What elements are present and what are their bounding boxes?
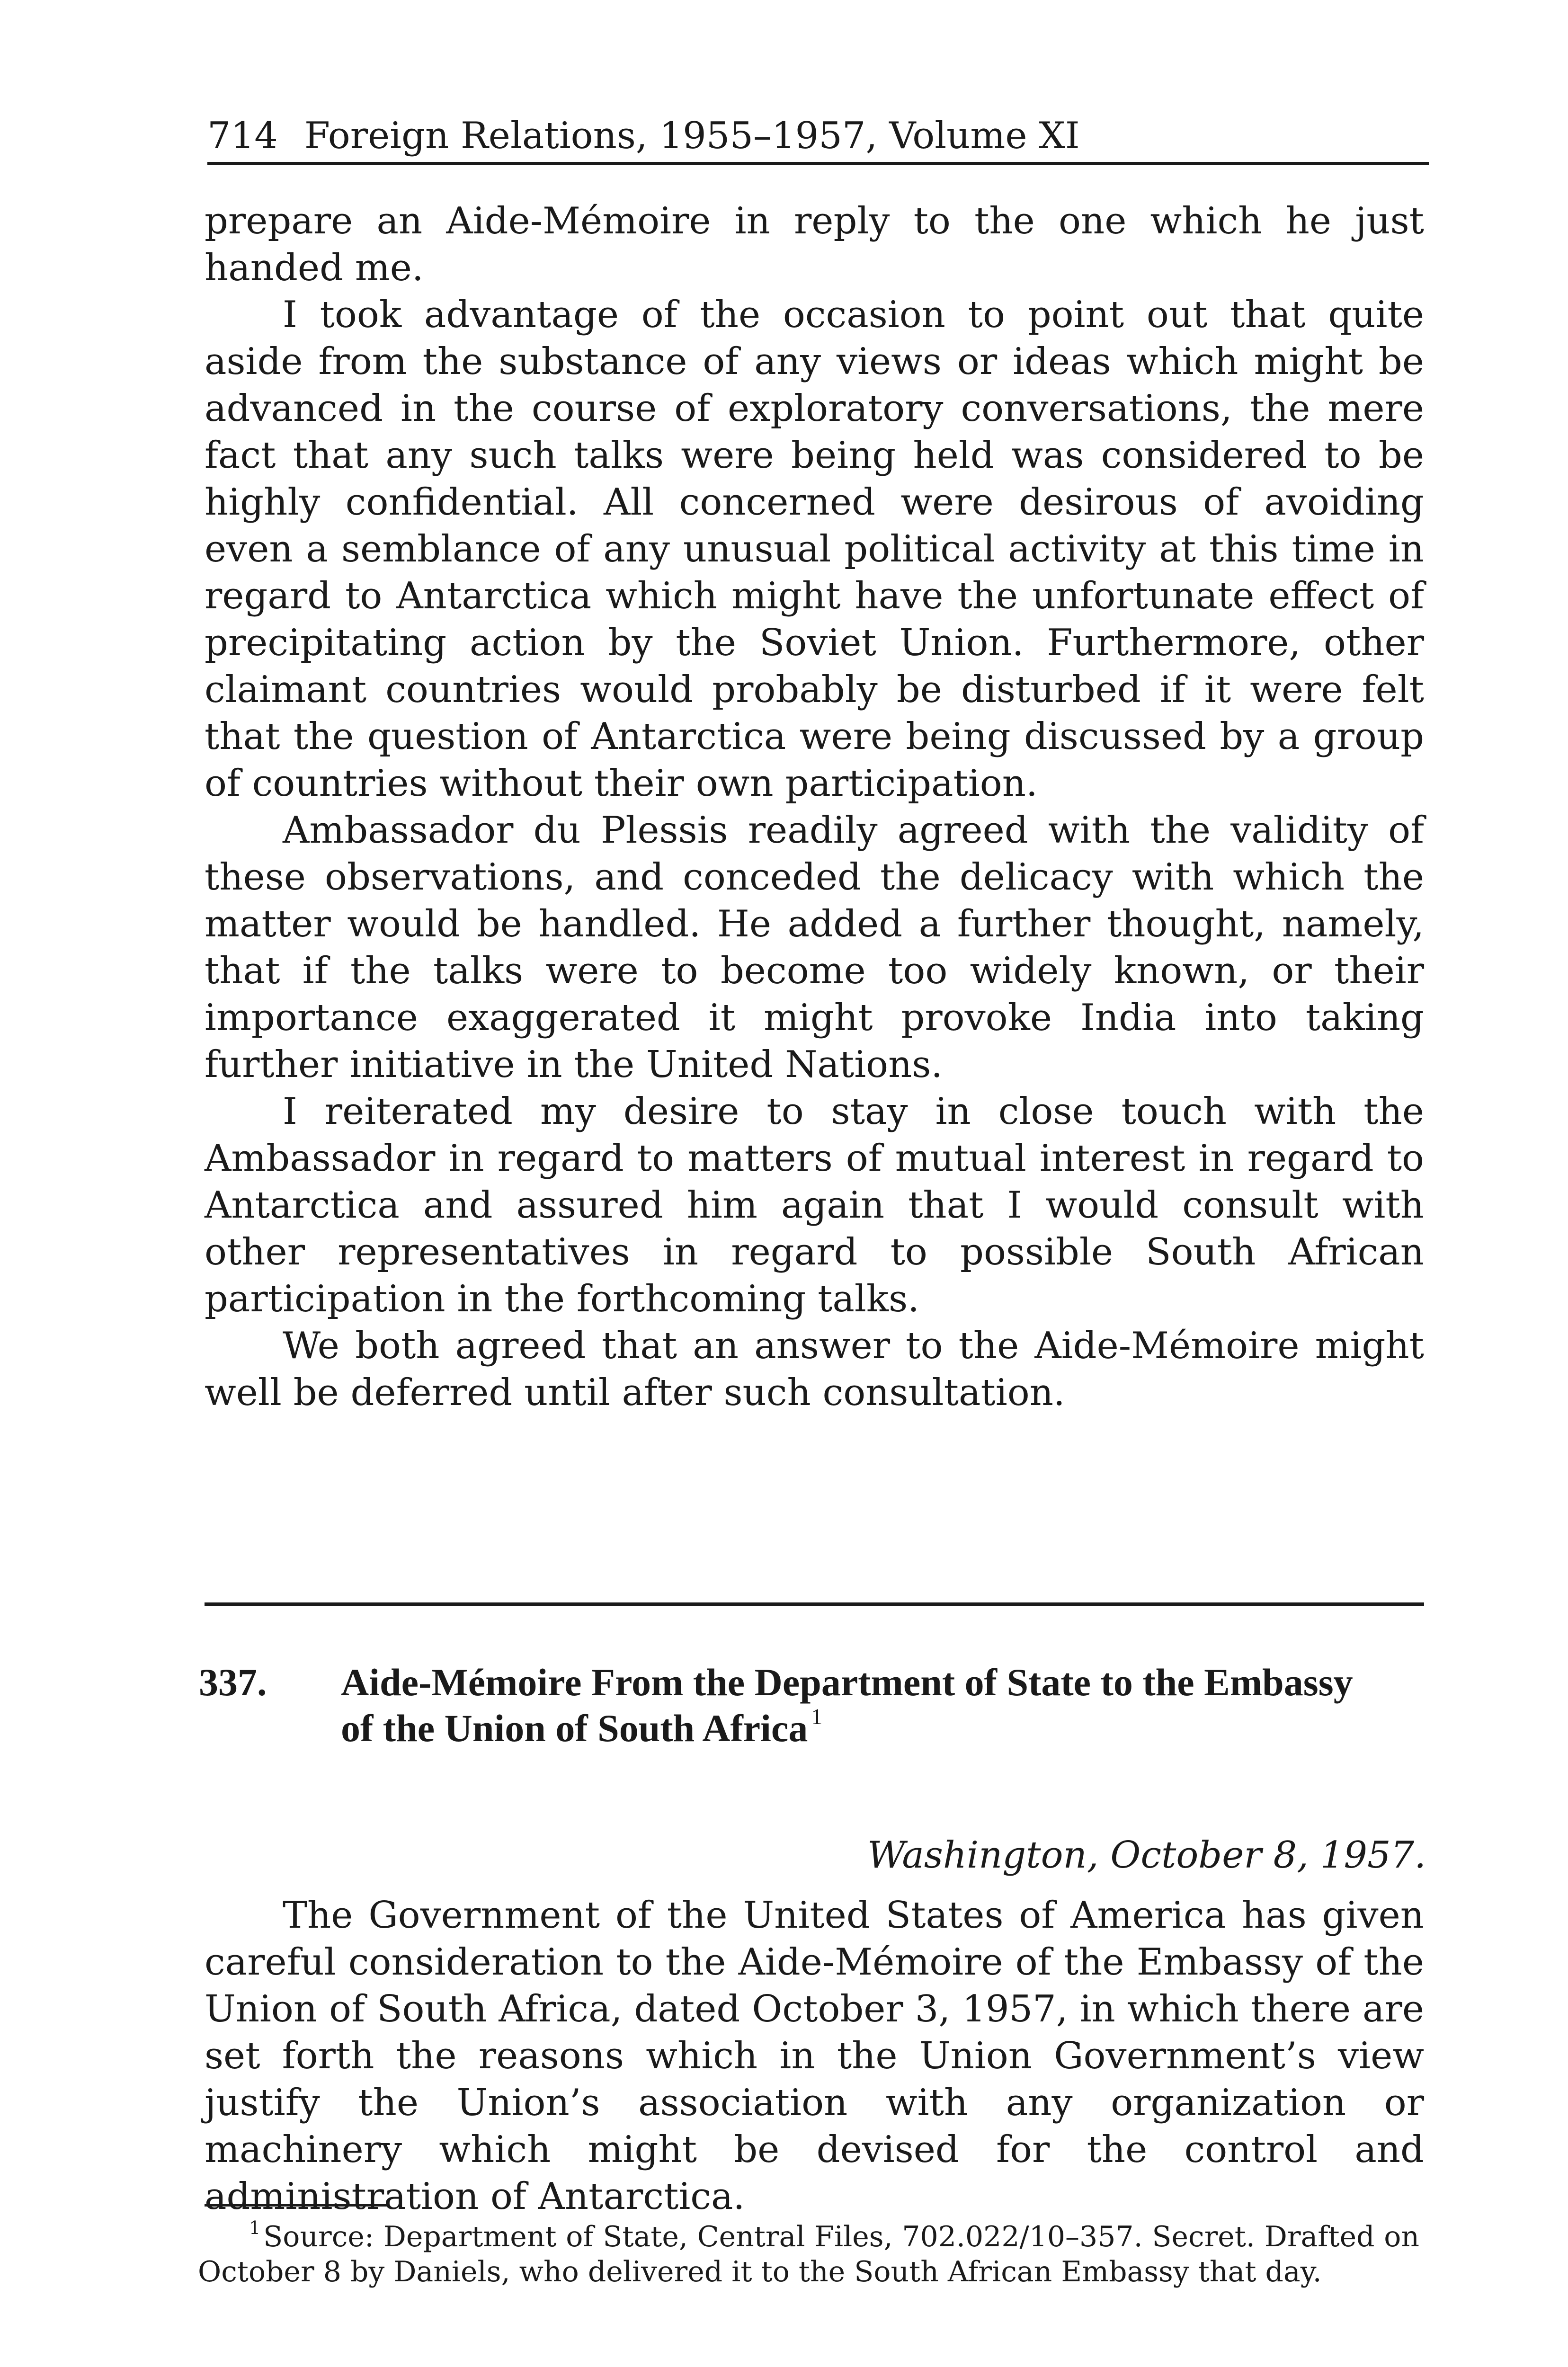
paragraph: prepare an Aide-Mémoire in reply to the one which he just handed me. (205, 200, 1424, 289)
page-number: 714 (207, 115, 278, 157)
footnote (198, 2219, 1419, 2289)
volume-title: Foreign Relations, 1955–1957, Volume XI (304, 115, 1080, 157)
footnote-rule (205, 2204, 389, 2207)
aide-memoire-body (205, 1892, 1424, 2220)
running-head (207, 110, 1429, 165)
document-title-text: Aide-Mémoire From the Department of State to the Embassy of the Union of South Africa (341, 1661, 1353, 1750)
footnote-text: Source: Department of State, Central Files, 702.022/10–357. Secret. Drafted on October 8 by Daniels, who delivered it to the South African Embassy that day. (198, 2220, 1419, 2288)
continued-memorandum (205, 198, 1424, 1416)
document-heading (199, 1659, 1382, 1751)
paragraph: Ambassador du Plessis readily agreed with the validity of these observations, and conceded the delicacy with which the matter would be handled. He added a further thought, namely, that if the talks were to become too widely known, or their importance exaggerated it might provoke India into taking further initiative in the United Nations. (205, 809, 1424, 1086)
dateline: Washington, October 8, 1957. (867, 1834, 1426, 1877)
paragraph: The Government of the United States of America has given careful consideration to the Aide-Mémoire of the Embassy of the Union of South Africa, dated October 3, 1957, in which there are set forth the reasons which in the Union Government’s view justify the Union’s association with any organization or machinery which might be devised for the control and administration of Antarctica. (205, 1894, 1424, 2218)
paragraph: We both agreed that an answer to the Aide-Mémoire might well be deferred until after such consultation. (205, 1325, 1424, 1414)
document-title (341, 1659, 1382, 1751)
section-divider (205, 1602, 1424, 1606)
footnote-reference[interactable]: 1 (811, 1704, 823, 1729)
paragraph: I took advantage of the occasion to point out that quite aside from the substance of any views or ideas which might be advanced in the course of exploratory conversations, the mere fact that any such talks were being held was considered to be highly confidential. All concerned were desirous of avoiding even a semblance of any unusual political activity at this time in regard to Antarctica which might have the unfortunate effect of precipitating action by the Soviet Union. Furthermore, other claimant countries would probably be disturbed if it were felt that the question of Antarctica were being discussed by a group of countries without their own participation. (205, 294, 1424, 805)
document-number: 337. (199, 1661, 267, 1704)
footnote-marker: 1 (249, 2217, 261, 2238)
paragraph: I reiterated my desire to stay in close touch with the Ambassador in regard to matters of mutual interest in regard to Antarctica and assured him again that I would consult with other representatives in regard to possible South African participation in the forthcoming talks. (205, 1090, 1424, 1320)
